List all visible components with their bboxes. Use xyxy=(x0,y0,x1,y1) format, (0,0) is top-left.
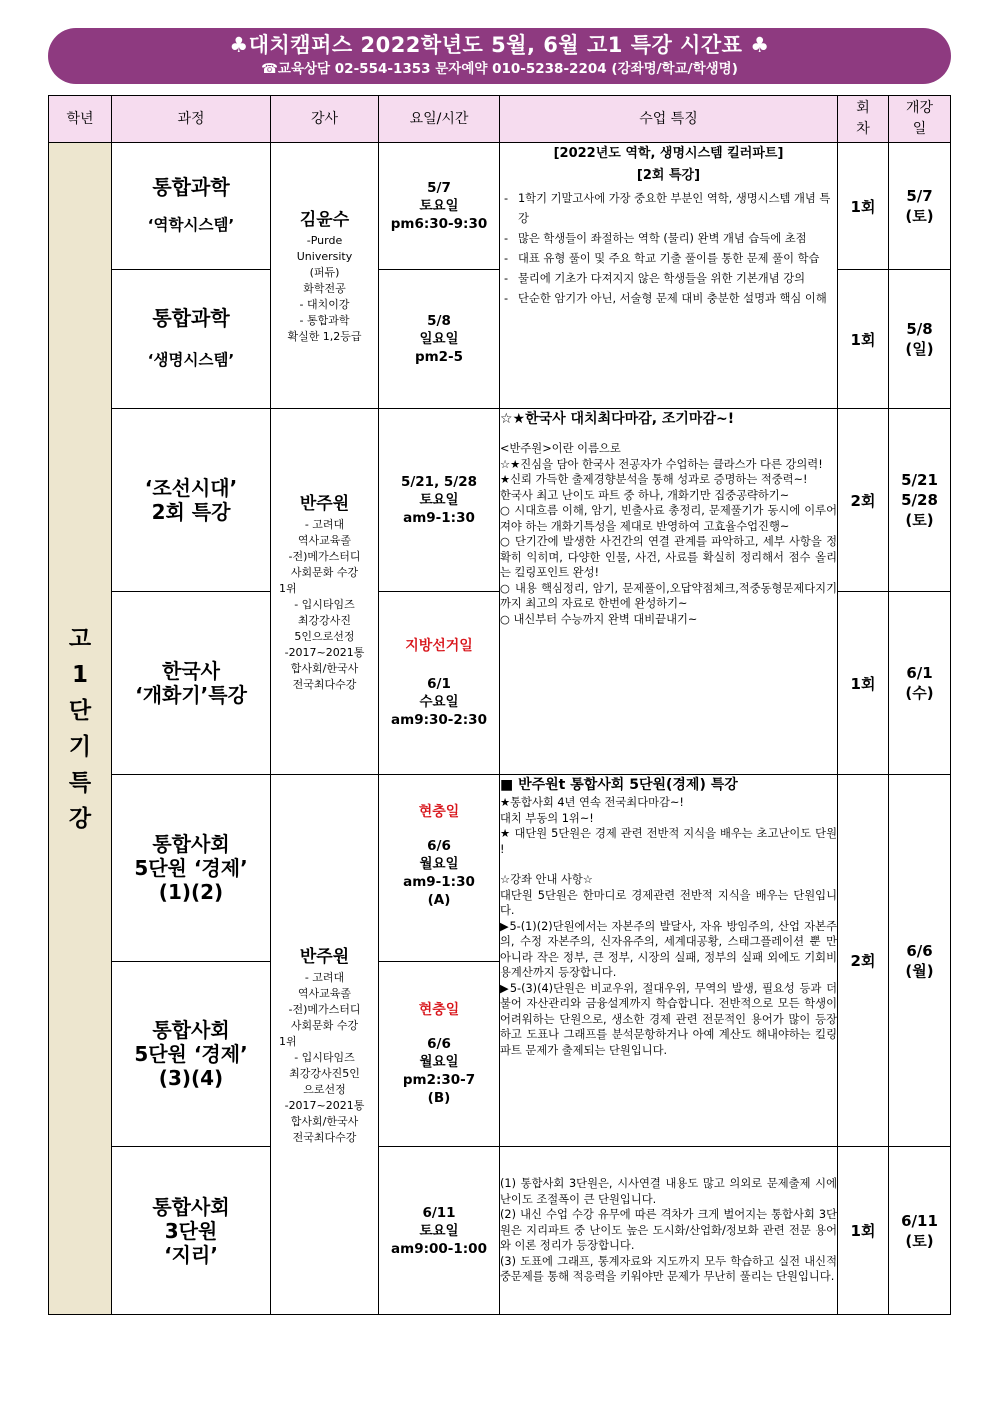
course-cell: 한국사 ‘개화기’특강 xyxy=(112,592,271,775)
grade-cell: 고 1 단 기 특 강 xyxy=(49,143,112,1315)
features-cell: [2022년도 역학, 생명시스템 킬러파트] [2회 특강] - 1학기 기말고사에 가장 중요한 부분인 역학, 생명시스템 개념 특강 - 많은 학생들이 좌절하는 역학 (물리) 완벽 개념 습득에 초점 - 대표 유형 풀이 및 주요 학교 기출 풀이를 통한 문제 풀이 학습 - 물리에 기초가 다져지지 않은 학생들을 위한 기본개념 강의 - 단순한 암기가 아닌, 서술형 문제 대비 충분한 설명과 핵심 이해 xyxy=(500,143,838,409)
time-cell: 6/11 토요일 am9:00-1:00 xyxy=(379,1147,500,1315)
col-course: 과정 xyxy=(112,96,271,143)
time-cell: 5/21, 5/28 토요일 am9-1:30 xyxy=(379,409,500,592)
course-cell: 통합사회 5단원 ‘경제’ (1)(2) xyxy=(112,775,271,962)
col-count: 회차 xyxy=(838,96,889,143)
open-date-cell: 6/1 (수) xyxy=(889,592,951,775)
count-cell: 1회 xyxy=(838,1147,889,1315)
col-time: 요일/시간 xyxy=(379,96,500,143)
open-date-cell: 6/6 (월) xyxy=(889,775,951,1147)
count-cell: 1회 xyxy=(838,592,889,775)
time-cell: 현충일 6/6 월요일 pm2:30-7 (B) xyxy=(379,962,500,1147)
count-cell: 2회 xyxy=(838,775,889,1147)
open-date-cell: 6/11 (토) xyxy=(889,1147,951,1315)
time-cell: 5/7 토요일 pm6:30-9:30 xyxy=(379,143,500,270)
count-cell: 1회 xyxy=(838,270,889,409)
course-cell: 통합사회 5단원 ‘경제’ (3)(4) xyxy=(112,962,271,1147)
col-open: 개강일 xyxy=(889,96,951,143)
contact-line: ☎교육상담 02-554-1353 문자예약 010-5238-2204 (강좌명/학교/학생명) xyxy=(261,61,738,77)
features-cell: ■ 반주원t 통합사회 5단원(경제) 특강 ★통합사회 4년 연속 전국최다마감~! 대치 부동의 1위~! ★ 대단원 5단원은 경제 관련 전반적 지식을 배우는 초고난이도 단원 ! ☆강좌 안내 사항☆ 대단원 5단원은 한마디로 경제관련 전반적 지식을 배우는 단원입니다. ▶5-(1)(2)단원에서는 자본주의 발달사, 자유 방임주의, 산업 자본주의, 수정 자본주의, 신자유주의, 세계대공황, 스태그플레이션 뿐 만 아니라 작은 정부, 큰 정부, 시장의 실패, 정부의 실패 외에도 기회비용계산까지 등장합니다. ▶5-(3)(4)단원은 비교우위, 절대우위, 무역의 발생, 필요성 등과 더불어 자산관리와 금융설계까지 학습합니다. 전반적으로 모든 학생이 어려워하는 단원으로, 생소한 경제 관련 전문적인 용어가 많이 등장하고 도표나 그래프를 분석문항하거나 아예 계산도 해내야하는 킬링 파트 문제가 출제되는 단원입니다. xyxy=(500,775,838,1147)
holiday-note: 지방선거일 xyxy=(405,638,473,654)
table-row xyxy=(49,775,951,962)
page-title: ♣대치캠퍼스 2022학년도 5월, 6월 고1 특강 시간표 ♣ xyxy=(229,33,770,57)
holiday-note: 현충일 xyxy=(418,1002,460,1018)
open-date-cell: 5/21 5/28 (토) xyxy=(889,409,951,592)
open-date-cell: 5/8 (일) xyxy=(889,270,951,409)
col-features: 수업 특징 xyxy=(500,96,838,143)
course-cell: 통합사회 3단원 ‘지리’ xyxy=(112,1147,271,1315)
course-cell: ‘조선시대’ 2회 특강 xyxy=(112,409,271,592)
time-cell: 지방선거일 6/1 수요일 am9:30-2:30 xyxy=(379,592,500,775)
table-row xyxy=(49,409,951,592)
title-banner xyxy=(48,28,951,84)
schedule-table xyxy=(48,95,951,1315)
course-cell: 통합과학 ‘생명시스템’ xyxy=(112,270,271,409)
col-teacher: 강사 xyxy=(271,96,379,143)
header-row xyxy=(49,96,951,143)
features-cell: (1) 통합사회 3단원은, 시사연결 내용도 많고 의외로 문제출제 시에 난이도 조절폭이 큰 단원입니다. (2) 내신 수업 수강 유무에 따른 격차가 크게 벌어지는 통합사회 3단원은 지리파트 중 난이도 높은 도시화/산업화/정보화 관련 전문 용어와 이론 정리가 등장합니다. (3) 도표에 그래프, 통계자료와 지도까지 모두 학습하고 실전 내신적중문제를 통해 적응력을 키워야만 문제가 무난히 풀리는 단원입니다. xyxy=(500,1147,838,1315)
col-grade: 학년 xyxy=(49,96,112,143)
teacher-cell: 반주원 - 고려대 역사교육졸 -전)메가스터디 사회문화 수강 1위 - 입시타임즈 최강강사진 5인으로선정 -2017~2021통 합사회/한국사 전국최다수강 xyxy=(271,409,379,775)
course-cell: 통합과학 ‘역학시스템’ xyxy=(112,143,271,270)
time-cell: 현충일 6/6 월요일 am9-1:30 (A) xyxy=(379,775,500,962)
teacher-cell: 김윤수 -Purde University (퍼듀) 화학전공 - 대치이강 - 통합과학 확실한 1,2등급 xyxy=(271,143,379,409)
table-row xyxy=(49,143,951,270)
holiday-note: 현충일 xyxy=(418,804,460,820)
open-date-cell: 5/7 (토) xyxy=(889,143,951,270)
teacher-cell: 반주원 - 고려대 역사교육졸 -전)메가스터디 사회문화 수강 1위 - 입시타임즈 최강강사진5인 으로선정 -2017~2021통 합사회/한국사 전국최다수강 xyxy=(271,775,379,1315)
features-cell: ☆★한국사 대치최다마감, 조기마감~! <반주원>이란 이름으로 ☆★진심을 담아 한국사 전공자가 수업하는 클라스가 다른 강의력! ★신뢰 가득한 출제경향분석을 통해 성과로 증명하는 적중력~! 한국사 최고 난이도 파트 중 하나, 개화기만 집중공략하기~ ○ 시대흐름 이해, 암기, 빈출사료 총정리, 문제풀기가 동시에 이루어져야 하는 개화기특성을 제대로 반영하여 고효율수업진행~ ○ 단기간에 발생한 사건간의 연결 관계를 파악하고, 세부 사항을 정확히 익히며, 다양한 인물, 사건, 사료를 확실히 정리해서 점수 올리는 킬링포인트 완성! ○ 내용 핵심정리, 암기, 문제풀이,오답약점체크,적중동형문제다지기까지 최고의 자료로 한번에 완성하기~ ○ 내신부터 수능까지 완벽 대비끝내기~ xyxy=(500,409,838,775)
count-cell: 2회 xyxy=(838,409,889,592)
count-cell: 1회 xyxy=(838,143,889,270)
time-cell: 5/8 일요일 pm2-5 xyxy=(379,270,500,409)
table-row xyxy=(49,1147,951,1315)
